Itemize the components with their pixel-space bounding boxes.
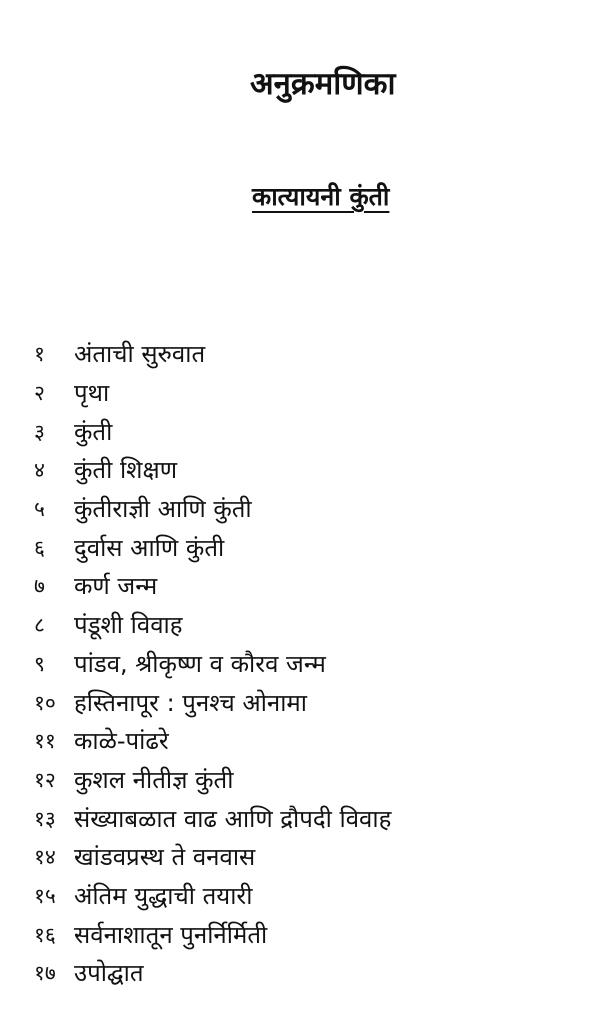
- toc-entry-number: ३: [34, 419, 45, 444]
- toc-entry-number: ९: [34, 651, 45, 676]
- toc-entry: [34, 451, 594, 490]
- toc-entry-title: कुंती: [74, 417, 113, 446]
- toc-entry-number: २: [34, 381, 45, 406]
- toc-entry: [34, 606, 594, 645]
- toc-entry-number: ५: [34, 497, 45, 522]
- toc-entry: [34, 722, 594, 761]
- toc-entry-number: ८: [34, 613, 45, 638]
- toc-entry: [34, 490, 594, 529]
- toc-entry-title: कुशल नीतीज्ञ कुंती: [74, 765, 234, 794]
- toc-entry-number: १०: [34, 690, 56, 715]
- toc-entry-number: १५: [34, 883, 56, 908]
- toc-entry-number: ६: [34, 535, 45, 560]
- toc-entry-title: पृथा: [74, 379, 110, 408]
- toc-entry: [34, 877, 594, 916]
- toc-entry: [34, 528, 594, 567]
- toc-entry: [34, 799, 594, 838]
- toc-entry: [34, 683, 594, 722]
- toc-entry-title: कुंतीराज्ञी आणि कुंती: [74, 495, 252, 524]
- toc-entry: [34, 335, 594, 374]
- toc-entry-title: कर्ण जन्म: [74, 572, 158, 601]
- toc-entry-number: १७: [34, 961, 56, 986]
- toc-entry-number: ११: [34, 729, 56, 754]
- toc-entry: [34, 838, 594, 877]
- toc-entry: [34, 374, 594, 413]
- toc-entry-number: १२: [34, 767, 56, 792]
- toc-entry-title: काळे-पांढरे: [74, 727, 169, 756]
- toc-entry-number: १३: [34, 806, 56, 831]
- table-of-contents: [34, 335, 594, 993]
- toc-entry-title: अंतिम युद्धाची तयारी: [74, 881, 253, 910]
- book-title: कात्यायनी कुंती: [252, 182, 390, 211]
- toc-entry-number: ४: [34, 458, 45, 483]
- toc-entry-number: ७: [34, 574, 45, 599]
- toc-entry: [34, 645, 594, 684]
- toc-entry: [34, 761, 594, 800]
- toc-entry: [34, 915, 594, 954]
- toc-entry: [34, 567, 594, 606]
- toc-entry-title: दुर्वास आणि कुंती: [74, 533, 225, 562]
- toc-entry-title: कुंती शिक्षण: [74, 456, 178, 485]
- toc-entry-title: हस्तिनापूर : पुनश्च ओनामा: [74, 688, 307, 717]
- toc-entry: [34, 412, 594, 451]
- toc-entry-title: उपोद्घात: [74, 959, 144, 988]
- toc-entry-title: संख्याबळात वाढ आणि द्रौपदी विवाह: [74, 804, 392, 833]
- toc-entry-title: खांडवप्रस्थ ते वनवास: [74, 843, 256, 872]
- page-title: अनुक्रमणिका: [250, 66, 396, 102]
- toc-entry-number: १४: [34, 845, 56, 870]
- toc-entry-title: पंडूशी विवाह: [74, 611, 183, 640]
- toc-entry-title: अंताची सुरुवात: [74, 340, 206, 369]
- toc-entry-number: १६: [34, 922, 56, 947]
- toc-entry-number: १: [34, 342, 45, 367]
- toc-entry: [34, 954, 594, 993]
- toc-entry-title: पांडव, श्रीकृष्ण व कौरव जन्म: [74, 649, 326, 678]
- toc-entry-title: सर्वनाशातून पुनर्निर्मिती: [74, 920, 268, 949]
